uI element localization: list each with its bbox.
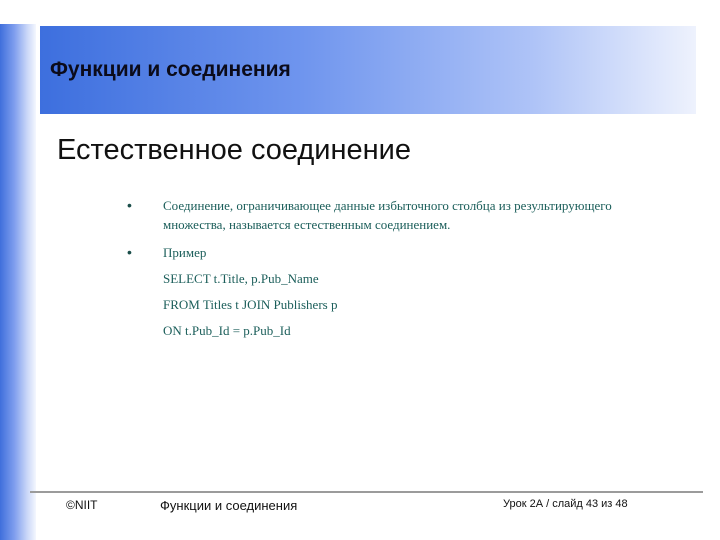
- code-line: SELECT t.Title, p.Pub_Name: [163, 271, 319, 286]
- bullet-icon: •: [127, 244, 132, 260]
- header-title: Функции и соединения: [50, 58, 291, 81]
- bullet-icon: •: [127, 197, 132, 213]
- footer-divider: [30, 491, 703, 493]
- bullet-item: [127, 243, 667, 262]
- slide-content: [127, 196, 667, 347]
- code-line: FROM Titles t JOIN Publishers p: [163, 297, 338, 312]
- slide-title: Естественное соединение: [57, 134, 411, 166]
- code-line: ON t.Pub_Id = p.Pub_Id: [163, 323, 291, 338]
- bullet-text: Пример: [163, 245, 207, 260]
- footer-copyright: ©NIIT: [66, 498, 98, 512]
- bullet-text: Соединение, ограничивающее данные избыточного столбца из результирующего множества, называется естественным соединением.: [163, 198, 612, 232]
- footer-topic: Функции и соединения: [160, 498, 298, 513]
- bullet-item: [127, 196, 667, 234]
- left-gradient-bar: [0, 24, 36, 540]
- footer-page-number: Урок 2А / слайд 43 из 48: [503, 498, 628, 510]
